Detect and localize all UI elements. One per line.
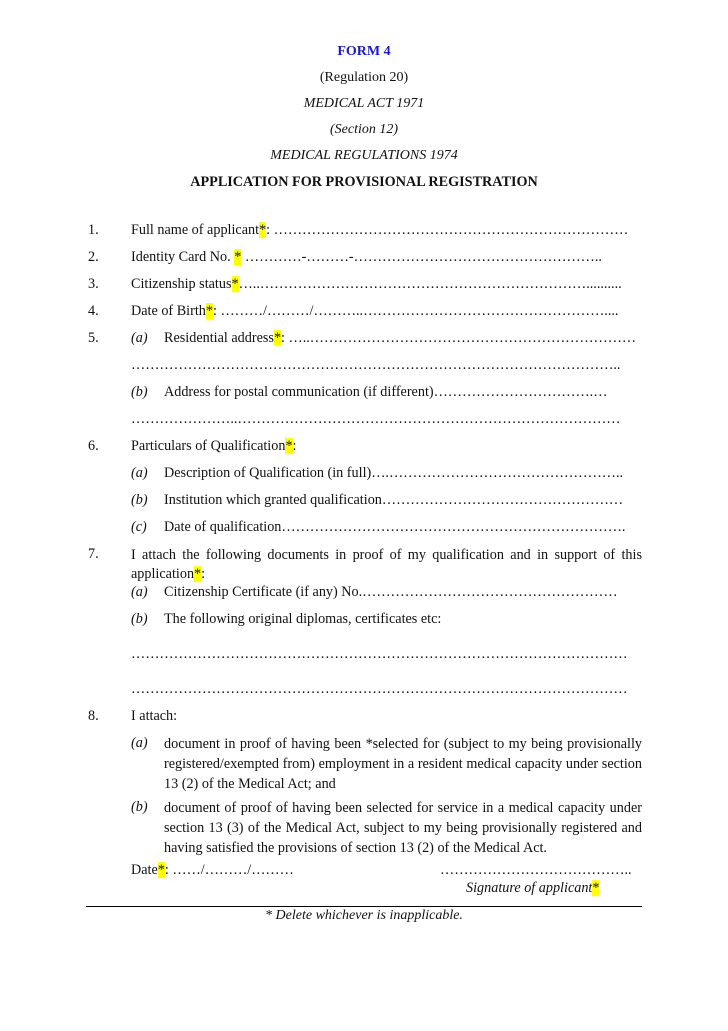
qualification-description-field[interactable]: Description of Qualification (in full)….…………………………………………..: [164, 465, 624, 481]
identity-card-field[interactable]: [131, 249, 602, 266]
application-title: APPLICATION FOR PROVISIONAL REGISTRATION: [190, 174, 538, 190]
subitem-marker-7b: (b): [131, 611, 148, 627]
full-name-label: Full name of applicant: [131, 222, 260, 238]
citizenship-status-dots: …..……………………………………………………………..........: [238, 276, 622, 292]
required-asterisk: *: [205, 303, 213, 319]
residential-address-dots: : …..……………………………………………………………: [281, 330, 637, 346]
postal-address-field[interactable]: Address for postal communication (if different)…………………………….…: [164, 384, 608, 400]
subitem-marker-6c: (c): [131, 519, 147, 535]
act-reference: MEDICAL ACT 1971: [303, 96, 425, 111]
institution-field[interactable]: Institution which granted qualification……………………………………………: [164, 492, 624, 508]
diplomas-line-2[interactable]: ……………………………………………………………………………………………: [131, 681, 628, 697]
item-number-1: 1.: [88, 222, 99, 238]
date-field[interactable]: [131, 862, 294, 879]
documents-statement: [131, 546, 642, 584]
identity-card-dots: …………-………-……………………………………………..: [241, 249, 602, 265]
section-reference: (Section 12): [329, 122, 399, 137]
subitem-marker-6a: (a): [131, 465, 148, 481]
residential-address-field[interactable]: [164, 330, 636, 347]
documents-statement-text: I attach the following documents in proof of my qualification and in support of this application: [131, 547, 642, 582]
date-of-birth-label: Date of Birth: [131, 303, 206, 319]
diplomas-line-1[interactable]: ……………………………………………………………………………………………: [131, 646, 628, 662]
item-number-8: 8.: [88, 708, 99, 724]
postal-address-line2[interactable]: …………………..………………………………………………………………………: [131, 411, 621, 427]
item-number-2: 2.: [88, 249, 99, 265]
qualification-colon: :: [292, 438, 297, 454]
date-dots: : ……/………/………: [164, 862, 294, 878]
footer-divider: [86, 906, 642, 907]
required-asterisk: *: [234, 249, 242, 265]
full-name-dots: : …………………………………………………………………: [266, 222, 629, 238]
date-of-birth-dots: : ………/………/………..……………………………………………....: [212, 303, 619, 319]
date-label: Date: [131, 862, 158, 878]
required-asterisk: *: [231, 276, 239, 292]
qualification-label: Particulars of Qualification: [131, 438, 286, 454]
item-number-6: 6.: [88, 438, 99, 454]
subitem-marker-5b: (b): [131, 384, 148, 400]
regulations-reference: MEDICAL REGULATIONS 1974: [270, 148, 458, 163]
attachment-statement-a: document in proof of having been *selected for (subject to my being provisionally registered/exempted from) employment in a resident medical capacity under section 13 (2) of the Medical Act; and: [164, 736, 642, 792]
subitem-marker-7a: (a): [131, 584, 148, 600]
qualification-heading: [131, 438, 296, 455]
item-number-4: 4.: [88, 303, 99, 319]
item-number-3: 3.: [88, 276, 99, 292]
documents-statement-colon: :: [201, 566, 206, 582]
full-name-field[interactable]: [131, 222, 628, 239]
footnote: * Delete whichever is inapplicable.: [265, 908, 463, 923]
subitem-marker-8b: (b): [131, 799, 148, 815]
item-number-7: 7.: [88, 546, 99, 562]
citizenship-status-field[interactable]: [131, 276, 622, 293]
required-asterisk: *: [285, 438, 293, 454]
regulation-reference: (Regulation 20): [319, 70, 409, 85]
citizenship-certificate-field[interactable]: Citizenship Certificate (if any) No.………………………………………………: [164, 584, 618, 600]
required-asterisk: *: [273, 330, 282, 346]
date-of-birth-field[interactable]: [131, 303, 618, 320]
subitem-marker-5a: (a): [131, 330, 148, 346]
form-number-title: FORM 4: [337, 44, 391, 59]
required-asterisk: *: [259, 222, 267, 238]
item-number-5: 5.: [88, 330, 99, 346]
signature-caption: [466, 880, 599, 897]
signature-label: Signature of applicant: [466, 880, 593, 896]
required-asterisk: *: [194, 566, 202, 582]
attachment-statement-b: document of proof of having been selected for service in a medical capacity under section 13 (3) of the Medical Act, subject to my being provisionally registered and having satisfied the provisions of section 13 (2) of the Medical Act.: [164, 800, 642, 856]
attach-heading: I attach:: [131, 708, 178, 724]
identity-card-label: Identity Card No.: [131, 249, 235, 265]
citizenship-status-label: Citizenship status: [131, 276, 232, 292]
signature-line[interactable]: …………………………………..: [440, 862, 632, 878]
qualification-date-field[interactable]: Date of qualification……………………………………………………………….: [164, 519, 626, 535]
residential-address-line2[interactable]: …………………………………………………………………………………………..: [131, 357, 621, 373]
residential-address-label: Residential address: [164, 330, 274, 346]
required-asterisk: *: [592, 880, 600, 896]
diplomas-label: The following original diplomas, certificates etc:: [164, 611, 442, 627]
required-asterisk: *: [157, 862, 165, 878]
subitem-marker-6b: (b): [131, 492, 148, 508]
subitem-marker-8a: (a): [131, 735, 148, 751]
